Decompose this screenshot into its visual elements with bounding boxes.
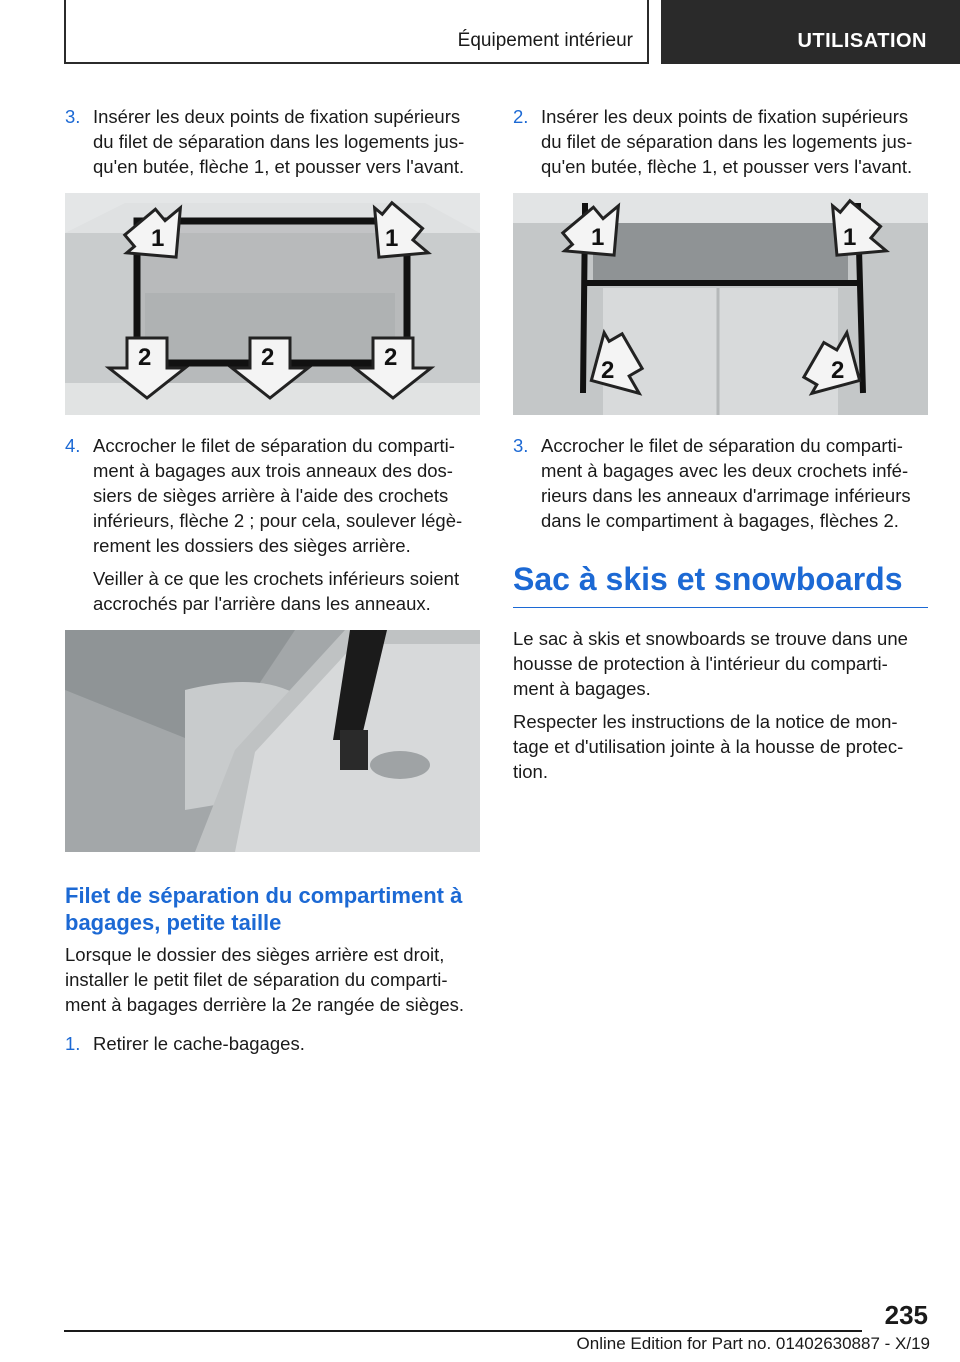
figure-arrow-label: 2 bbox=[384, 344, 398, 371]
step-text: Accrocher le filet de séparation du comparti-ment à bagages avec les deux crochets infé-rieurs dans les anneaux d'arrimage inférieurs dans le compartiment à bagages, flèches 2. bbox=[541, 435, 911, 531]
figure-rear-seat-net bbox=[65, 193, 480, 415]
figure-cargo-net bbox=[513, 193, 928, 415]
figure-arrow-label: 1 bbox=[591, 224, 605, 251]
step-text: Retirer le cache-bagages. bbox=[93, 1033, 305, 1054]
step-number: 2. bbox=[513, 106, 529, 127]
figure-arrow-label: 1 bbox=[843, 224, 857, 251]
step-item bbox=[65, 1031, 480, 1056]
step-item bbox=[513, 433, 928, 533]
figure-arrow-label: 2 bbox=[601, 357, 615, 384]
figure-hook-ring bbox=[65, 630, 480, 852]
step-item bbox=[65, 104, 480, 179]
header-chapter-tab[interactable] bbox=[661, 0, 960, 64]
step-number: 1. bbox=[65, 1033, 81, 1054]
figure-arrow-label: 1 bbox=[151, 225, 165, 252]
step-text: Accrocher le filet de séparation du comparti-ment à bagages aux trois anneaux des dos-siers de sièges arrière à l'aide des crochets inférieurs, flèche 2 ; pour cela, soulever légè-rement les dossiers des sièges arrière. bbox=[93, 435, 463, 556]
step-text: Insérer les deux points de fixation supérieurs du filet de séparation dans les logements jus-qu'en butée, flèche 1, et pousser vers l'avant. bbox=[541, 106, 913, 177]
step-number: 3. bbox=[65, 106, 81, 127]
step-item bbox=[65, 433, 480, 558]
section-heading-small-net: Filet de séparation du compartiment à bagages, petite taille bbox=[65, 883, 463, 935]
header-chapter-title: UTILISATION bbox=[797, 30, 927, 52]
step-note: Veiller à ce que les crochets inférieurs soient accrochés par l'arrière dans les anneaux. bbox=[93, 568, 460, 614]
figure-arrow-label: 2 bbox=[261, 344, 275, 371]
step-item bbox=[513, 104, 928, 179]
step-number: 4. bbox=[65, 435, 81, 456]
page-number: 235 bbox=[884, 1300, 928, 1330]
step-text: Insérer les deux points de fixation supérieurs du filet de séparation dans les logements jus-qu'en butée, flèche 1, et pousser vers l'avant. bbox=[93, 106, 465, 177]
header-section-title: Équipement intérieur bbox=[457, 30, 633, 51]
figure-arrow-label: 1 bbox=[385, 225, 399, 252]
section-heading-ski-bag: Sac à skis et snowboards bbox=[513, 559, 928, 608]
left-column bbox=[65, 104, 480, 1070]
step-number: 3. bbox=[513, 435, 529, 456]
header-section-box bbox=[64, 0, 649, 64]
paragraph: Respecter les instructions de la notice de mon-tage et d'utilisation jointe à la housse de protec-tion. bbox=[513, 711, 904, 782]
figure-arrow-label: 2 bbox=[138, 344, 152, 371]
paragraph: Le sac à skis et snowboards se trouve dans une housse de protection à l'intérieur du comparti-ment à bagages. bbox=[513, 628, 908, 699]
right-column bbox=[513, 104, 928, 792]
footer-edition: Online Edition for Part no. 01402630887 - X/19 bbox=[576, 1334, 930, 1353]
footer-divider bbox=[64, 1330, 862, 1332]
figure-arrow-label: 2 bbox=[831, 357, 845, 384]
paragraph: Lorsque le dossier des sièges arrière est droit, installer le petit filet de séparation du comparti-ment à bagages derrière la 2e rangée de sièges. bbox=[65, 944, 465, 1015]
